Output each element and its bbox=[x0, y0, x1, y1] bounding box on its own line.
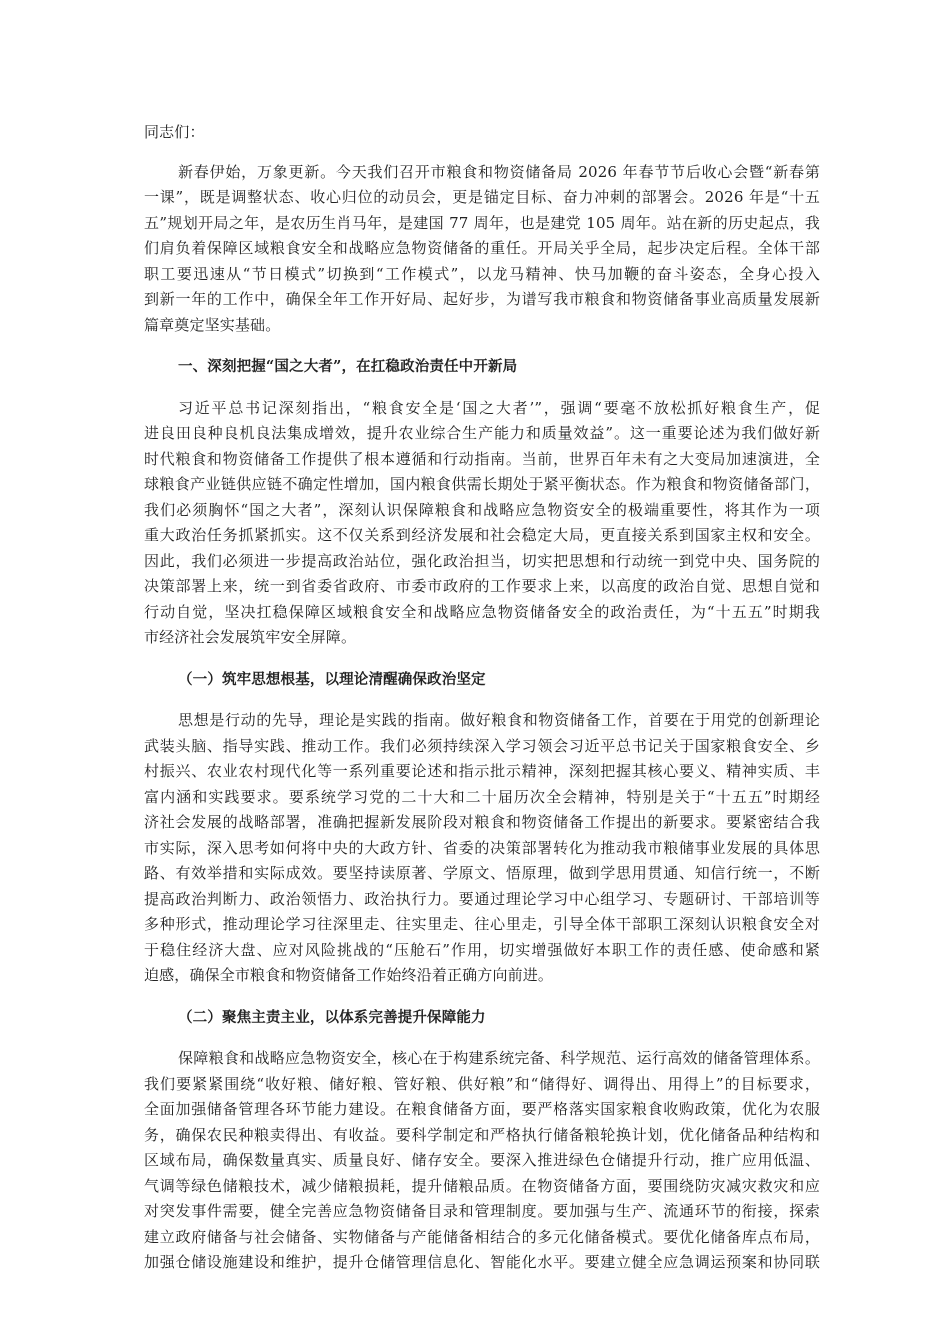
salutation: 同志们： bbox=[144, 123, 205, 141]
paragraph-line: 决策部署上来，统一到省委省政府、市委市政府的工作要求上来，以高度的政治自觉、思想自觉和 bbox=[144, 577, 820, 595]
paragraph-line: 我们必须胸怀“国之大者”，深刻认识保障粮食和战略应急物资安全的极端重要性，将其作为一项 bbox=[144, 500, 820, 519]
paragraph-line: 济社会发展的战略部署，准确把握新发展阶段对粮食和物资储备工作提出的新要求。要紧密结合我 bbox=[144, 813, 820, 831]
paragraph-line: 球粮食产业链供应链不确定性增加，国内粮食供需长期处于紧平衡状态。作为粮食和物资储备部门， bbox=[144, 475, 820, 493]
paragraph-line: 们肩负着保障区域粮食安全和战略应急物资储备的重任。开局关乎全局，起步决定后程。全体干部 bbox=[144, 239, 820, 257]
spacer bbox=[144, 651, 820, 667]
intro-paragraph bbox=[144, 160, 820, 339]
paragraph-line: 五”规划开局之年，是农历生肖马年，是建国 77 周年，也是建党 105 周年。站在新的历史起点，我 bbox=[144, 213, 820, 232]
paragraph-line: 篇章奠定坚实基础。 bbox=[144, 315, 281, 334]
paragraph-line: 提高政治判断力、政治领悟力、政治执行力。要通过理论学习中心组学习、专题研讨、干部培训等 bbox=[144, 889, 820, 908]
paragraph-line: 时代粮食和物资储备工作提供了根本遵循和行动指南。当前，世界百年未有之大变局加速演进，全 bbox=[144, 449, 820, 468]
paragraph-line: 武装头脑、指导实践、推动工作。我们必须持续深入学习领会习近平总书记关于国家粮食安全、乡 bbox=[144, 736, 820, 755]
subsection-heading: （一）筑牢思想根基，以理论清醒确保政治坚定 bbox=[178, 670, 486, 688]
paragraph-line: 行动自觉，坚决扛稳保障区域粮食安全和战略应急物资储备安全的政治责任，为“十五五”时期我 bbox=[144, 602, 820, 621]
paragraph-line: 保障粮食和战略应急物资安全，核心在于构建系统完备、科学规范、运行高效的储备管理体系。 bbox=[178, 1049, 820, 1067]
paragraph-line: 一课”，既是调整状态、收心归位的动员会，更是锚定目标、奋力冲刺的部署会。2026 年是“十五 bbox=[144, 188, 820, 206]
paragraph-line: 建立政府储备与社会储备、实物储备与产能储备相结合的多元化储备模式。要优化储备库点布局， bbox=[144, 1227, 820, 1246]
spacer bbox=[144, 338, 820, 354]
paragraph-line: 习近平总书记深刻指出，“粮食安全是‘国之大者’”，强调“要毫不放松抓好粮食生产，促 bbox=[178, 398, 820, 417]
spacer bbox=[144, 380, 820, 396]
paragraph-line: 于稳住经济大盘、应对风险挑战的“压舱石”作用，切实增强做好本职工作的责任感、使命感和紧 bbox=[144, 940, 820, 959]
paragraph-line: 加强仓储设施建设和维护，提升仓储管理信息化、智能化水平。要建立健全应急调运预案和协同联 bbox=[144, 1253, 820, 1271]
paragraph-line: 我们要紧紧围绕“收好粮、储好粮、管好粮、供好粮”和“储得好、调得出、用得上”的目标要求， bbox=[144, 1074, 820, 1093]
spacer bbox=[144, 146, 820, 160]
paragraph-line: 市实际，深入思考如何将中央的大政方针、省委的决策部署转化为推动我市粮储事业发展的具体思 bbox=[144, 838, 820, 857]
paragraph-line: 村振兴、农业农村现代化等一系列重要论述和指示批示精神，深刻把握其核心要义、精神实质、丰 bbox=[144, 762, 820, 780]
section1-paragraph bbox=[144, 396, 820, 651]
document-page bbox=[144, 120, 820, 1276]
paragraph-line: 思想是行动的先导，理论是实践的指南。做好粮食和物资储备工作，首要在于用党的创新理论 bbox=[178, 711, 820, 729]
section-heading: 一、深刻把握“国之大者”，在扛稳政治责任中开新局 bbox=[178, 358, 518, 375]
paragraph-line: 气调等绿色储粮技术，减少储粮损耗，提升储粮品质。在物资储备方面，要围绕防灾减灾救灾和应 bbox=[144, 1176, 820, 1195]
paragraph-line: 路、有效举措和实际成效。要坚持读原著、学原文、悟原理，做到学思用贯通、知信行统一，不断 bbox=[144, 864, 820, 882]
subsection1-paragraph bbox=[144, 708, 820, 989]
paragraph-line: 进良田良种良机良法集成增效，提升农业综合生产能力和质量效益”。这一重要论述为我们做好新 bbox=[144, 424, 820, 442]
paragraph-line: 重大政治任务抓紧抓实。这不仅关系到经济发展和社会稳定大局，更直接关系到国家主权和安全。 bbox=[144, 526, 820, 544]
paragraph-line: 多种形式，推动理论学习往深里走、往实里走、往心里走，引导全体干部职工深刻认识粮食安全对 bbox=[144, 915, 820, 933]
paragraph-line: 市经济社会发展筑牢安全屏障。 bbox=[144, 628, 357, 646]
spacer bbox=[144, 1030, 820, 1046]
paragraph-line: 富内涵和实践要求。要系统学习党的二十大和二十届历次全会精神，特别是关于“十五五”时期经 bbox=[144, 787, 820, 806]
paragraph-line: 全面加强储备管理各环节能力建设。在粮食储备方面，要严格落实国家粮食收购政策，优化为农服 bbox=[144, 1100, 820, 1118]
subsection-heading: （二）聚焦主责主业，以体系完善提升保障能力 bbox=[178, 1008, 486, 1026]
spacer bbox=[144, 692, 820, 708]
paragraph-line: 职工要迅速从“节日模式”切换到“工作模式”，以龙马精神、快马加鞭的奋斗姿态，全身心投入 bbox=[144, 264, 820, 283]
paragraph-line: 区域布局，确保数量真实、质量良好、储存安全。要深入推进绿色仓储提升行动，推广应用低温、 bbox=[144, 1151, 820, 1169]
paragraph-line: 务，确保农民种粮卖得出、有收益。要科学制定和严格执行储备粮轮换计划，优化储备品种结构和 bbox=[144, 1125, 820, 1144]
subsection2-paragraph bbox=[144, 1046, 820, 1276]
paragraph-line: 因此，我们必须进一步提高政治站位，强化政治担当，切实把思想和行动统一到党中央、国务院的 bbox=[144, 551, 820, 570]
paragraph-line: 对突发事件需要，健全完善应急物资储备目录和管理制度。要加强与生产、流通环节的衔接，探索 bbox=[144, 1202, 820, 1220]
spacer bbox=[144, 989, 820, 1005]
paragraph-line: 到新一年的工作中，确保全年工作开好局、起好步，为谱写我市粮食和物资储备事业高质量发展新 bbox=[144, 290, 820, 308]
paragraph-line: 迫感，确保全市粮食和物资储备工作始终沿着正确方向前进。 bbox=[144, 966, 554, 984]
paragraph-line: 新春伊始，万象更新。今天我们召开市粮食和物资储备局 2026 年春节节后收心会暨“新春第 bbox=[178, 162, 820, 181]
